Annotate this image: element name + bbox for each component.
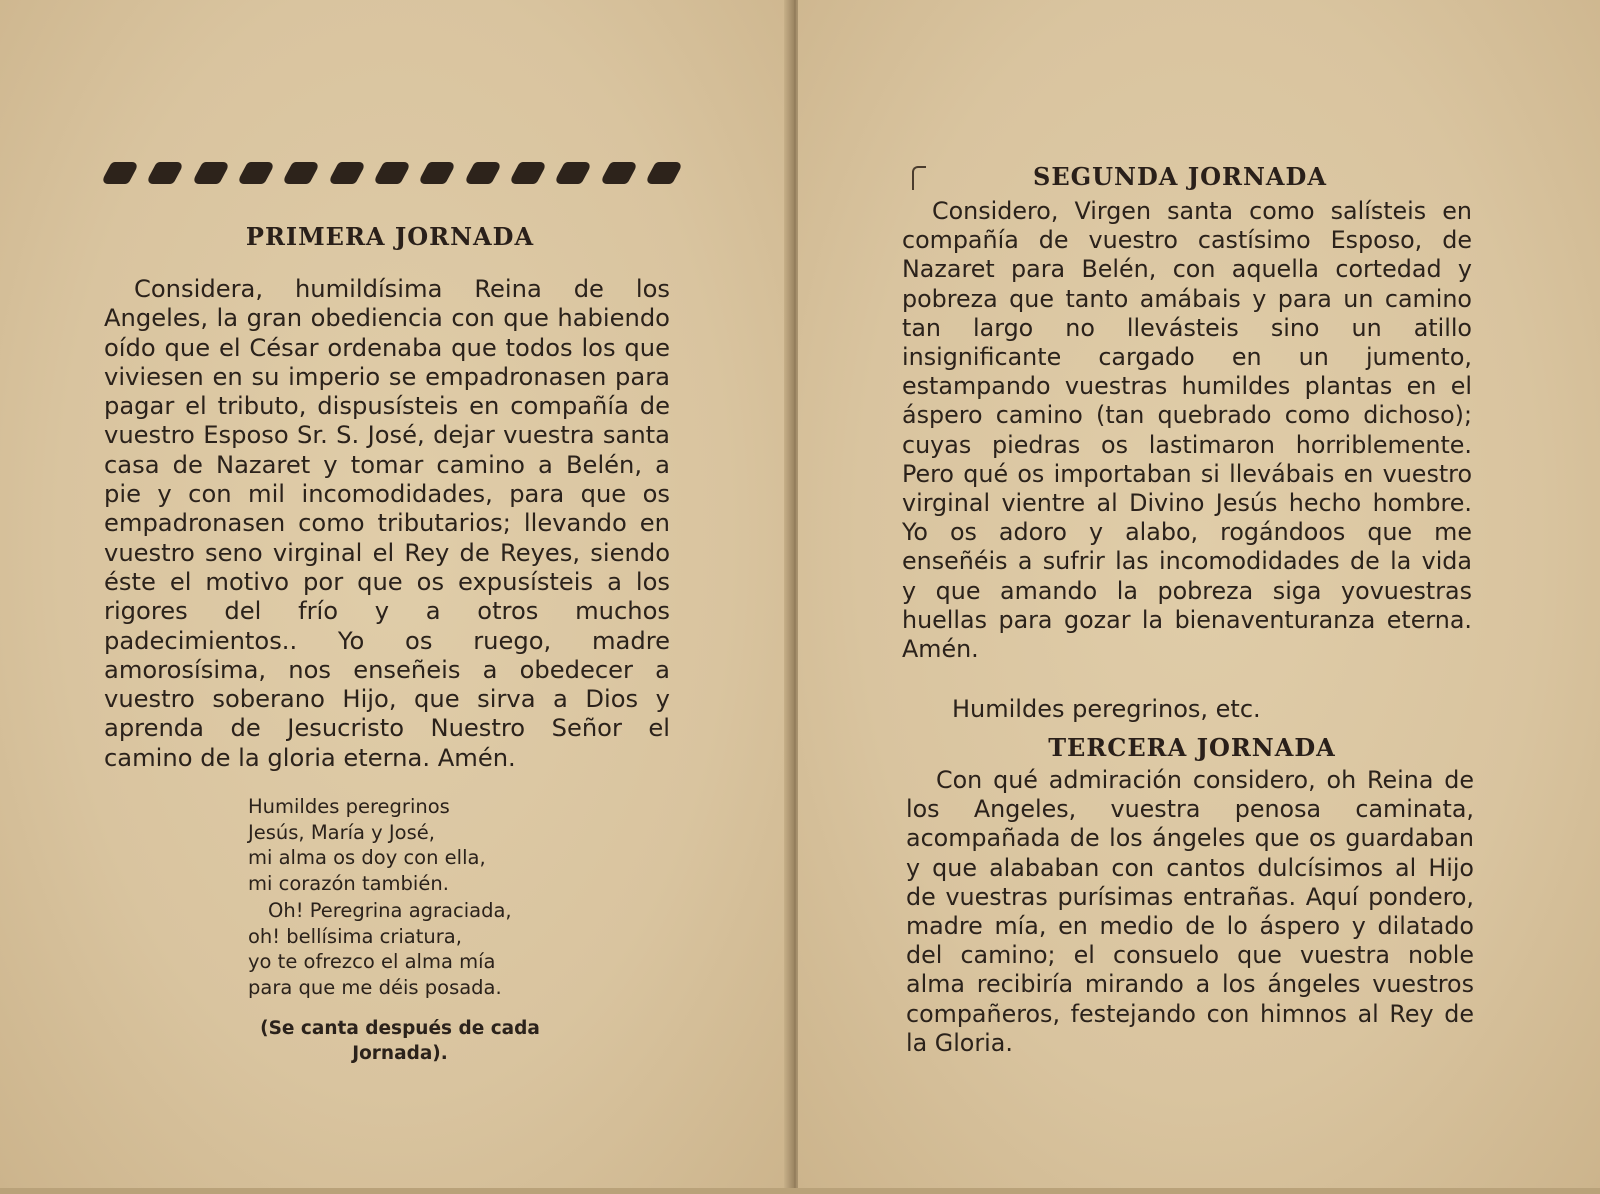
- ornament-glyph: [281, 162, 321, 184]
- ornament-glyph: [145, 162, 185, 184]
- hymn-line: mi corazón también.: [248, 871, 449, 895]
- ornament-glyph: [417, 162, 457, 184]
- ornament-glyph: [553, 162, 593, 184]
- ornament-glyph: [644, 162, 684, 184]
- left-page: [0, 0, 790, 1194]
- hymn-line: Oh! Peregrina agraciada,: [268, 899, 512, 922]
- page-edge-bottom: [0, 1188, 1600, 1194]
- ornament-glyph: [599, 162, 639, 184]
- refrain-text: Humildes peregrinos, etc.: [952, 695, 1261, 723]
- ornament-glyph: [508, 162, 548, 184]
- hymn-verse-1: [248, 794, 588, 896]
- ornament-glyph: [236, 162, 276, 184]
- paragraph-segunda-jornada: Considero, Virgen santa como salísteis en compañía de vuestro castísimo Esposo, de Nazaret para Belén, con aquella cortedad y pobreza que tanto amábais y para un camino tan largo no llevásteis sino un atillo insignificante cargado en un jumento, estampando vuestras humildes plantas en el áspero camino (tan quebrado como dichoso); cuyas piedras os lastimaron horriblemente. Pero qué os importaban si llevábais en vuestro virginal vientre al Divino Jesús hecho hombre. Yo os adoro y alabo, rogándoos que me enseñéis a sufrir las incomodidades de la vida y que amando la pobreza siga yovuestras huellas para gozar la bienaventuranza eterna. Amén.: [902, 197, 1472, 664]
- ornament-glyph: [327, 162, 367, 184]
- ornament-glyph: [100, 162, 140, 184]
- sung-after-note: (Se canta después de cada Jornada).: [260, 1018, 540, 1064]
- paragraph-primera-jornada: Considera, humildísima Reina de los Angeles, la gran obediencia con que habiendo oído que el César ordenaba que todos los que viviesen en su imperio se empadronasen para pagar el tributo, dispusísteis en compañía de vuestro Esposo Sr. S. José, dejar vuestra santa casa de Nazaret y tomar camino a Belén, a pie y con mil incomodidades, para que os empadronasen como tributarios; llevando en vuestro seno virginal el Rey de Reyes, siendo éste el motivo por que os expusísteis a los rigores del frío y a otros muchos padecimientos.. Yo os ruego, madre amorosísima, nos enseñeis a obedecer a vuestro soberano Hijo, que sirva a Dios y aprenda de Jesucristo Nuestro Señor el camino de la gloria eterna. Amén.: [104, 275, 670, 772]
- hymn-line: yo te ofrezco el alma mía: [248, 950, 496, 973]
- heading-segunda-jornada: SEGUNDA JORNADA: [1033, 162, 1327, 191]
- ornament-glyph: [463, 162, 503, 184]
- paragraph-tercera-jornada: Con qué admiración considero, oh Reina de los Angeles, vuestra penosa caminata, acompañada de los ángeles que os guardaban y que alababan con cantos dulcísimos al Hijo de vuestras purísimas entrañas. Aquí pondero, madre mía, en medio de lo áspero y dilatado del camino; el consuelo que vuestra noble alma recibiría mirando a los ángeles vuestros compañeros, festejando con himnos al Rey de la Gloria.: [906, 766, 1474, 1057]
- hymn-line: para que me déis posada.: [248, 975, 502, 999]
- heading-primera-jornada: PRIMERA JORNADA: [245, 222, 535, 251]
- ornament-glyph: [372, 162, 412, 184]
- print-corner-mark: [912, 166, 926, 190]
- ornament-glyph: [191, 162, 231, 184]
- hymn-line: oh! bellísima criatura,: [248, 924, 462, 948]
- hymn-line: Jesús, María y José,: [248, 820, 435, 844]
- decorative-border: [106, 158, 678, 188]
- hymn-verse-2: [248, 898, 588, 1000]
- heading-tercera-jornada: TERCERA JORNADA: [1048, 733, 1336, 762]
- hymn-line: Humildes peregrinos: [248, 795, 450, 818]
- hymn-line: mi alma os doy con ella,: [248, 846, 486, 869]
